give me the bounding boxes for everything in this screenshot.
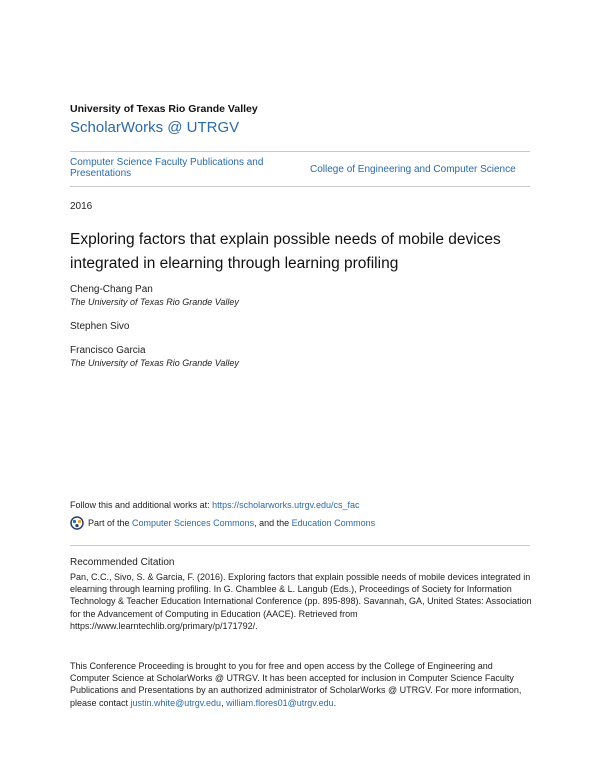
part-of-line <box>88 518 375 528</box>
publication-year: 2016 <box>70 201 93 212</box>
collection-link-cs-faculty[interactable]: Computer Science Faculty Publications and Presentations <box>70 157 264 179</box>
education-commons-link[interactable]: Education Commons <box>291 518 376 528</box>
contact-email-link[interactable]: justin.white@utrgv.edu <box>130 697 222 708</box>
institution-name: University of Texas Rio Grande Valley <box>70 103 258 115</box>
footer-separator: , <box>221 697 227 708</box>
divider <box>70 151 530 152</box>
footer-end: . <box>333 697 337 708</box>
footer-notice <box>70 660 532 709</box>
citation-heading: Recommended Citation <box>70 557 175 568</box>
part-of-prefix: Part of the <box>88 518 133 528</box>
collection-link-college[interactable]: College of Engineering and Computer Science <box>310 164 516 175</box>
contact-email-link[interactable]: william.flores01@utrgv.edu <box>226 697 334 708</box>
citation-text: Pan, C.C., Sivo, S. & Garcia, F. (2016). Exploring factors that explain possible needs of mobile devices integrated in elearning through learning profiling. In G. Chamblee & L. Langub (Eds.), Proceedings of Society for Information Technology & Teacher Education International Conference (pp. 895-898). Savannah, GA, United States: Association for the Advancement of Computing in Education (AACE). Retrieved from https://www.learntechlib.org/primary/p/171792/. <box>70 572 532 631</box>
repository-link[interactable]: ScholarWorks @ UTRGV <box>70 119 240 136</box>
part-of-middle: , and the <box>254 518 292 528</box>
commons-network-icon <box>70 516 84 530</box>
author-affiliation: The University of Texas Rio Grande Valley <box>70 358 239 368</box>
author-name: Stephen Sivo <box>70 321 130 332</box>
author-name: Francisco Garcia <box>70 345 146 356</box>
divider <box>70 186 530 187</box>
follow-link[interactable]: https://scholarworks.utrgv.edu/cs_fac <box>212 500 360 510</box>
author-name: Cheng-Chang Pan <box>70 284 153 295</box>
follow-line <box>70 500 359 510</box>
follow-prefix: Follow this and additional works at: <box>70 500 213 510</box>
divider <box>70 545 530 546</box>
footer-text: This Conference Proceeding is brought to you for free and open access by the College of Engineering and Computer Science at ScholarWorks @ UTRGV. It has been accepted for inclusion in Computer Science Faculty Publications and Presentations by an authorized administrator of ScholarWorks @ UTRGV. For more information, please contact <box>70 661 522 708</box>
computer-sciences-commons-link[interactable]: Computer Sciences Commons <box>132 518 255 528</box>
paper-title: Exploring factors that explain possible needs of mobile devices integrated in elearning through learning profiling <box>70 231 501 272</box>
author-affiliation: The University of Texas Rio Grande Valley <box>70 297 239 307</box>
